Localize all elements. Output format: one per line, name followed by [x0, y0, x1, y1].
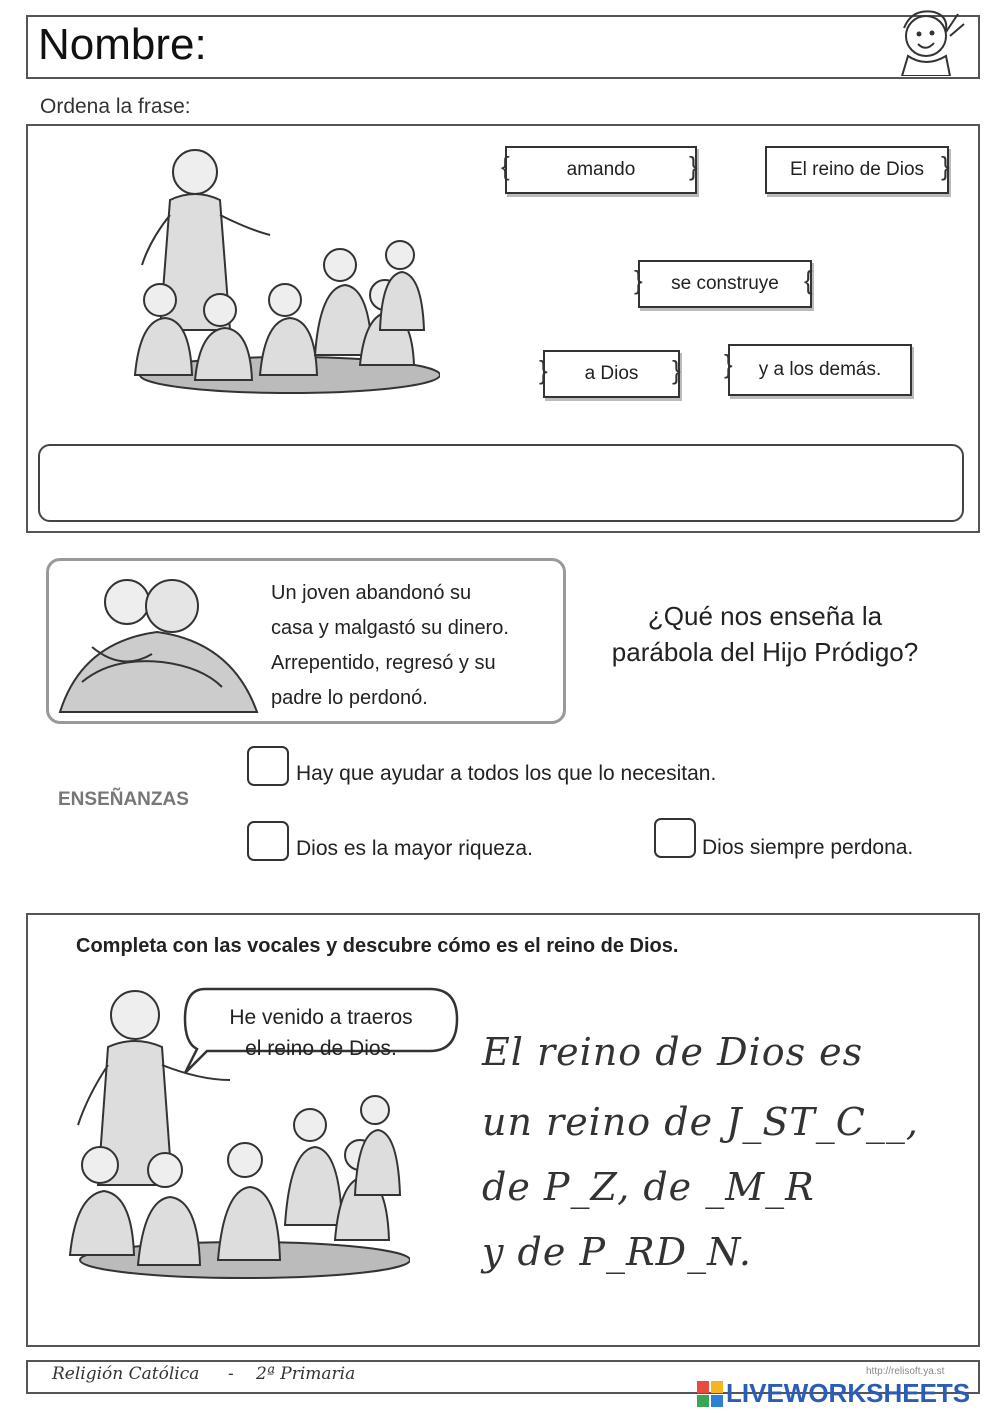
speech-line: He venido a traeros — [229, 1006, 413, 1029]
reino-line-3: de P_Z, de _M_R — [482, 1165, 815, 1209]
footer-dash: - — [228, 1364, 234, 1383]
option-siempre-perdona-text: Dios siempre perdona. — [702, 836, 914, 859]
footer-subject: Religión Católica — [52, 1364, 200, 1384]
checkbox-siempre-perdona[interactable] — [654, 818, 696, 858]
checkbox-ayudar[interactable] — [247, 746, 289, 786]
reino-line-4: y de P_RD_N. — [482, 1230, 752, 1274]
word-strip-se-construye-label: se construye — [671, 273, 779, 294]
story-text — [271, 576, 509, 716]
word-strip-el-reino-de-dios-label: El reino de Dios — [789, 159, 925, 180]
word-strip-amando-label: amando — [566, 159, 636, 180]
name-label: Nombre: — [38, 20, 207, 69]
section3-instruction: Completa con las vocales y descubre cómo es el reino de Dios. — [76, 935, 679, 957]
sentence-answer-field[interactable] — [38, 444, 964, 522]
story-line: Arrepentido, regresó y su — [271, 652, 496, 674]
question-line: parábola del Hijo Pródigo? — [611, 637, 919, 667]
story-line: casa y malgastó su dinero. — [271, 617, 509, 639]
footer-url: http://relisoft.ya.st — [866, 1366, 945, 1377]
jesus-with-children-illustration — [120, 140, 440, 395]
waving-child-icon — [888, 2, 968, 76]
section1-instruction: Ordena la frase: — [40, 95, 191, 118]
ensenanzas-label: ENSEÑANZAS — [58, 789, 189, 810]
word-strip-y-a-los-demas[interactable]: } y a los demás. — [728, 344, 912, 396]
liveworksheets-logo — [697, 1378, 970, 1409]
liveworksheets-logo-icon — [697, 1381, 723, 1407]
word-strip-y-a-los-demas-label: y a los demás. — [758, 359, 882, 380]
reino-line-2: un reino de J_ST_C__, — [482, 1100, 919, 1144]
word-strip-a-dios[interactable]: } a Dios } — [543, 350, 680, 398]
jesus-speaking-illustration — [60, 985, 410, 1280]
footer-level: 2ª Primaria — [256, 1364, 356, 1384]
name-input-field[interactable] — [240, 22, 870, 70]
word-strip-se-construye[interactable]: } se construye { — [638, 260, 812, 308]
checkbox-mayor-riqueza[interactable] — [247, 821, 289, 861]
speech-line: el reino de Dios. — [245, 1037, 397, 1060]
liveworksheets-brand: LIVEWORKSHEETS — [726, 1378, 971, 1408]
reino-line-1: El reino de Dios es — [482, 1030, 864, 1074]
story-line: Un joven abandonó su — [271, 582, 472, 604]
word-strip-a-dios-label: a Dios — [584, 363, 639, 384]
story-line: padre lo perdonó. — [271, 687, 428, 709]
option-mayor-riqueza-text: Dios es la mayor riqueza. — [296, 837, 533, 860]
word-strip-el-reino-de-dios[interactable]: } El reino de Dios — [765, 146, 949, 194]
question-line: ¿Qué nos enseña la — [647, 601, 883, 631]
father-son-hug-illustration — [52, 562, 262, 714]
word-strip-amando[interactable]: { amando } — [505, 146, 697, 194]
parable-question — [580, 598, 950, 670]
option-ayudar-text: Hay que ayudar a todos los que lo necesitan. — [296, 762, 717, 785]
